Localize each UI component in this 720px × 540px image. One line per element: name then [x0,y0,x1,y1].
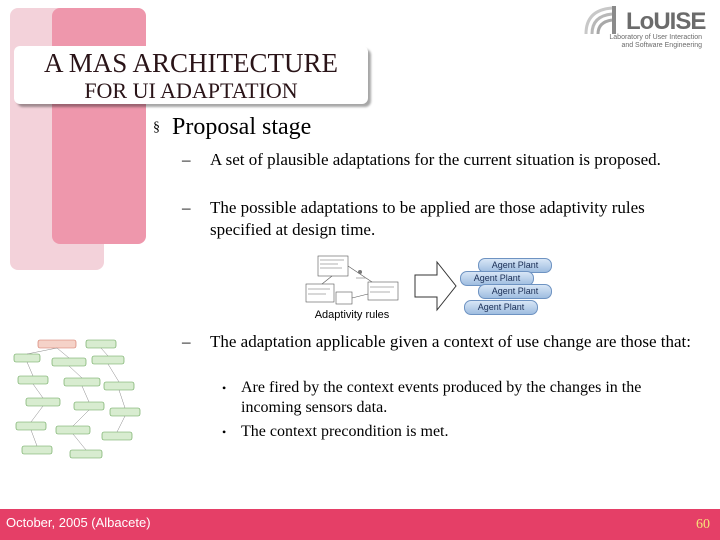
slide-title-line2: FOR UI ADAPTATION [84,78,298,103]
agent-plant-node: Agent Plant [478,258,552,273]
main-bullet [153,114,311,141]
footer-bar [0,509,720,540]
sub-bullet-item [222,378,702,418]
sub-bullet-text: Are fired by the context events produced by the changes in the incoming sensors data. [241,379,642,416]
dash-item [182,149,682,171]
dash-item [182,331,702,353]
dash-item-text: The possible adaptations to be applied are those adaptivity rules specified at design time. [210,198,645,239]
decorative-front-panel [52,8,146,244]
right-arrow-icon [413,259,459,313]
agent-stack [460,256,584,316]
slide-title-line1: A MAS ARCHITECTURE [43,48,339,78]
adaptivity-rules-diagram [302,254,402,306]
dash-item-text: A set of plausible adaptations for the current situation is proposed. [210,150,661,169]
dot-marker: • [222,425,227,439]
bullet-heading: Proposal stage [172,114,312,140]
agent-plant-node: Agent Plant [464,300,538,315]
logo-subtitle [598,34,702,50]
agent-plant-node: Agent Plant [460,271,534,286]
sub-bullet-text: The context precondition is met. [241,423,449,440]
logo-subtitle-line2: and Software Engineering [621,42,702,49]
diagram-caption: Adaptivity rules [314,309,390,321]
dot-marker: • [222,381,227,395]
logo-subtitle-line1: Laboratory of User Interaction [609,34,702,41]
agent-plant-node: Agent Plant [478,284,552,299]
dash-item-text: The adaptation applicable given a context of use change are those that: [210,332,691,351]
dash-marker: – [182,198,191,217]
section-bullet-icon: § [153,120,160,136]
louise-logo [582,4,714,50]
sub-bullet-item [222,422,702,442]
logo-emblem-icon [582,4,626,38]
footer-date: October, 2005 (Albacete) [6,515,151,530]
dash-marker: – [182,332,191,351]
dash-item [182,197,682,241]
page-number: 60 [696,517,710,532]
logo-word: LoUISE [626,8,706,35]
dash-marker: – [182,150,191,169]
context-flow-diagram [8,338,158,464]
